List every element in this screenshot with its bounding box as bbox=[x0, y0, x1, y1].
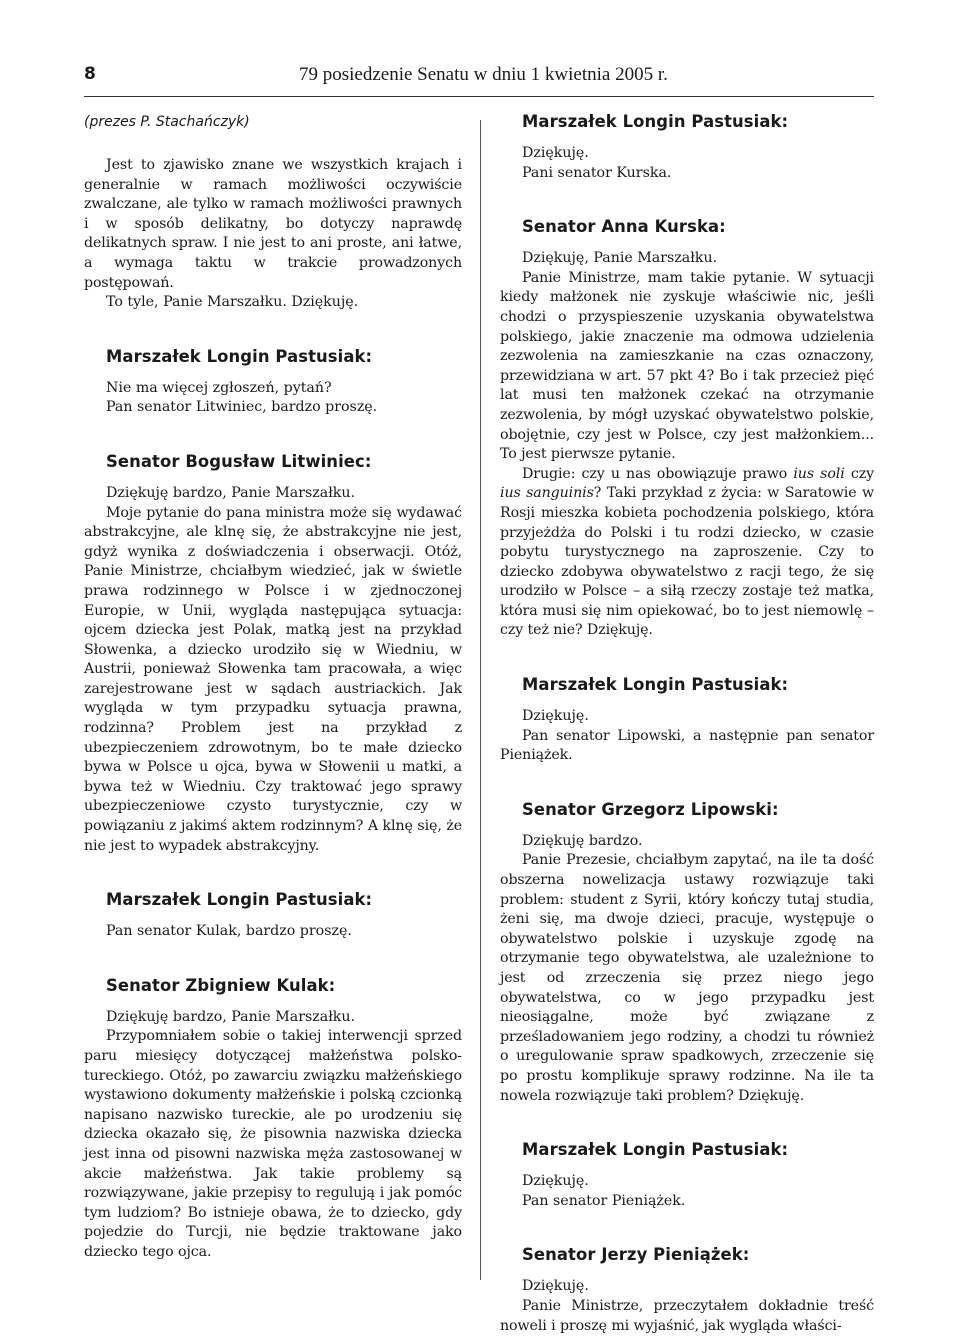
paragraph: Dziękuję bardzo. bbox=[522, 832, 643, 849]
latin-term: ius sanguinis bbox=[500, 485, 594, 502]
paragraph bbox=[500, 465, 874, 641]
paragraph: Przypomniałem sobie o takiej interwencji sprzed paru miesięcy dotyczącej małżeństwa polsko-tureckiego. Otóż, po zawarciu związku małżeńskiego wystawiono dokumenty małżeńskie i polską czcionką napisano nazwisko tureckie, ale po urodzeniu się dziecka okazało się, że pisownia nazwiska dziecka jest inna od pisowni nazwiska męża zastosowanej w akcie małżeństwa. Jak takie problemy są rozwiązywane, jakie przepisy to regulują i jak pomóc tym ludziom? Bo istnieje obawa, że to dziecko, gdy pojedzie do Turcji, nie będzie traktowane jako dziecko tego ojca. bbox=[84, 1028, 462, 1260]
paragraph: Pan senator Kulak, bardzo proszę. bbox=[106, 923, 352, 940]
speaker-heading: Marszałek Longin Pastusiak: bbox=[106, 346, 373, 366]
column-divider bbox=[480, 120, 481, 1280]
paragraph: Panie Prezesie, chciałbym zapytać, na ile ta dość obszerna nowelizacja ustawy rozwiązuje taki problem: student z Syrii, który kończy tutaj studia, żeni się, ma dwoje dzieci, pracuje, występuje o obywatelstwo polskie i uzyskuje zgodę na otrzymanie tego obywatelstwa, ale uzależnione to jest od zrzeczenia się przez niego jego obywatelstwa, co w jego przypadku jest nieosiągalne, może być związane z prześladowaniem jego rodziny, a chodzi tu również o uregulowanie spraw spadkowych, zrzeczenie się po prostu komplikuje sprawy rodzinne. Na ile ta nowela rozwiązuje taki problem? Dziękuję. bbox=[500, 852, 874, 1104]
speaker-heading: Senator Grzegorz Lipowski: bbox=[522, 799, 779, 819]
speaker-heading: Marszałek Longin Pastusiak: bbox=[522, 675, 789, 695]
text-run: czy bbox=[844, 465, 874, 482]
paragraph: Dziękuję bardzo, Panie Marszałku. bbox=[106, 484, 356, 501]
paragraph: Dziękuję. bbox=[522, 145, 589, 161]
speaker-heading: Marszałek Longin Pastusiak: bbox=[522, 112, 789, 131]
speaker-heading: Senator Jerzy Pieniążek: bbox=[522, 1245, 750, 1265]
paragraph: Pan senator Litwiniec, bardzo proszę. bbox=[106, 399, 378, 416]
paragraph: Dziękuję. bbox=[522, 708, 589, 725]
paragraph: Moje pytanie do pana ministra może się wydawać abstrakcyjne, ale klnę się, że abstrakcyjne nie jest, gdyż wynika z doświadczenia i obserwacji. Otóż, Panie Ministrze, chciałbym wiedzieć, jak w świetle prawa rodzinnego w Polsce i w zjednoczonej Europie, w Unii, wygląda następująca sytuacja: ojcem dziecka jest Polak, matką jest na przykład Słowenka, a dziecko urodziło się w Wiedniu, w Austrii, ponieważ Słowenka tam pracowała, a więc zarejestrowane jest w sądach austriackich. Jak wygląda w tym przypadku sytuacja prawna, rodzinna? Problem jest na przykład z ubezpieczeniem zdrowotnym, bo te małe dziecko bywa w Polsce u ojca, bywa w Słowenii u matki, a bywa też w Wiedniu. Czy traktować jego sprawy ubezpieczeniowe czysto turystycznie, czy w powiązaniu z jakimś aktem rodzinnym? A klnę się, że nie jest to wypadek abstrakcyjny. bbox=[84, 504, 462, 854]
paragraph: Panie Ministrze, przeczytałem dokładnie treść noweli i proszę mi wyjaśnić, jak wygląda właści- bbox=[500, 1297, 874, 1334]
left-column bbox=[84, 112, 462, 1263]
latin-term: ius soli bbox=[793, 465, 845, 482]
paragraph: Pan senator Pieniążek. bbox=[522, 1192, 686, 1209]
speaker-heading: Marszałek Longin Pastusiak: bbox=[106, 890, 373, 910]
paragraph: Dziękuję. bbox=[522, 1173, 589, 1190]
paragraph: To tyle, Panie Marszałku. Dziękuję. bbox=[106, 294, 359, 311]
speaker-heading: Senator Anna Kurska: bbox=[522, 217, 726, 237]
speaker-heading: Senator Bogusław Litwiniec: bbox=[106, 451, 372, 471]
paragraph: Dziękuję. bbox=[522, 1278, 589, 1295]
page-number: 8 bbox=[84, 64, 96, 84]
prezes-note: (prezes P. Stachańczyk) bbox=[84, 114, 250, 130]
paragraph: Dziękuję, Panie Marszałku. bbox=[522, 250, 718, 267]
paragraph: Dziękuję bardzo, Panie Marszałku. bbox=[106, 1008, 356, 1025]
speaker-heading: Senator Zbigniew Kulak: bbox=[106, 975, 336, 995]
paragraph: Nie ma więcej zgłoszeń, pytań? bbox=[106, 379, 332, 396]
paragraph: Pan senator Lipowski, a następnie pan senator Pieniążek. bbox=[500, 727, 874, 764]
text-run: ? Taki przykład z życia: w Saratowie w Rosji mieszka kobieta pochodzenia polskiego, która przyjeżdża do Polski i tu rodzi dziecko, w czasie pobytu turystycznego na zaproszenie. Czy to dziecko zdobywa obywatelstwo z racji tego, że się urodziło w Polsce – a siłą rzeczy zostaje też matka, która musi się nim opiekować, bo to jest niemowlę – czy też nie? Dziękuję. bbox=[500, 485, 874, 639]
header-title: 79 posiedzenie Senatu w dniu 1 kwietnia 2005 r. bbox=[299, 64, 668, 85]
speaker-heading: Marszałek Longin Pastusiak: bbox=[522, 1140, 789, 1160]
paragraph: Jest to zjawisko znane we wszystkich krajach i generalnie w ramach możliwości oczywiście zwalczane, ale tylko w ramach możliwości prawnych i w sposób delikatny, bo dotyczy naprawdę delikatnych spraw. I nie jest to ani proste, ani łatwe, a wymaga taktu w trakcie prowadzonych postępowań. bbox=[84, 157, 462, 291]
right-column bbox=[500, 112, 874, 1336]
page-header bbox=[84, 62, 874, 97]
paragraph: Panie Ministrze, mam takie pytanie. W sytuacji kiedy małżonek nie zyskuje właściwie nic, jeśli chodzi o przyspieszenie uzyskania obywatelstwa polskiego, jakie znaczenie ma odmowa udzielenia zezwolenia na zamieszkanie na czas oznaczony, przewidziana w art. 57 pkt 4? Bo i tak przecież pięć lat musi ten małżonek czekać na otrzymanie zezwolenia, by mógł uzyskać obywatelstwo polskie, obojętnie, czy jest w Polsce, czy jest małżonkiem... To jest pierwsze pytanie. bbox=[500, 269, 874, 463]
paragraph: Pani senator Kurska. bbox=[522, 164, 672, 181]
text-run: Drugie: czy u nas obowiązuje prawo bbox=[522, 465, 794, 482]
